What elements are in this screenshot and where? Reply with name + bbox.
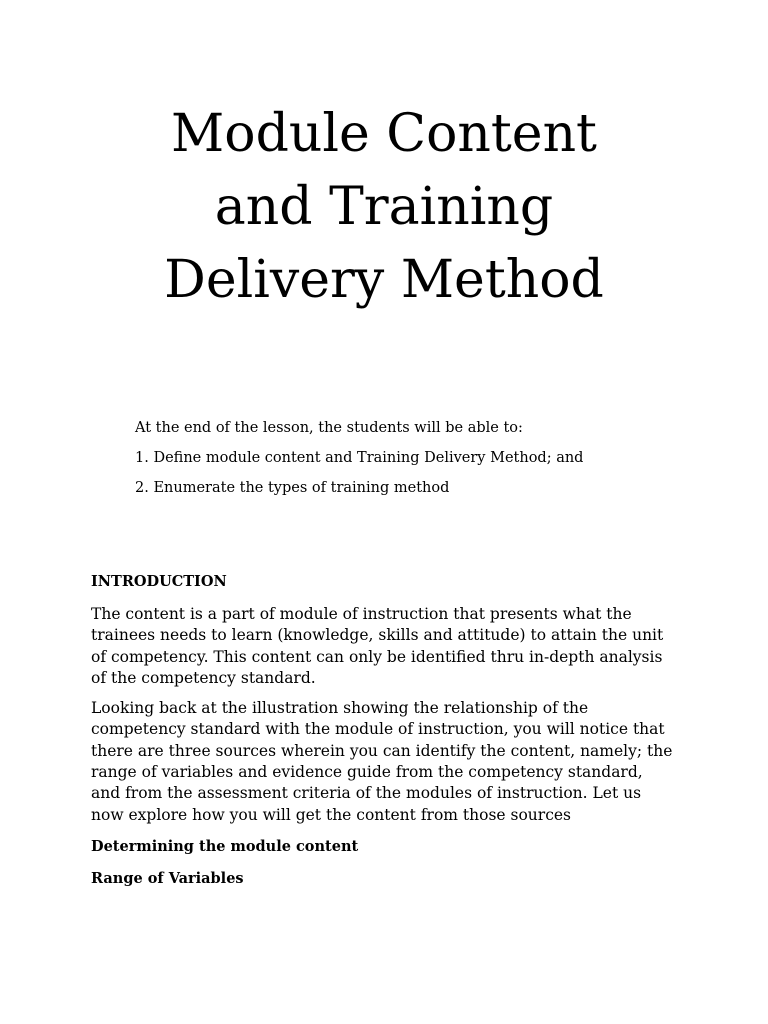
introduction-paragraph-2 bbox=[91, 698, 691, 826]
paragraph-1-line: of competency. This content can only be identified thru in-depth analysis bbox=[91, 647, 663, 666]
paragraph-1-line: The content is a part of module of instruction that presents what the bbox=[91, 605, 632, 623]
learning-objectives bbox=[135, 419, 735, 509]
paragraph-2-line: Looking back at the illustration showing the relationship of the bbox=[91, 699, 589, 718]
paragraph-2-line: there are three sources wherein you can identify the content, namely; the bbox=[91, 741, 673, 760]
title-line-3: Delivery Method bbox=[164, 250, 604, 310]
paragraph-1-line: trainees needs to learn (knowledge, skills and attitude) to attain the unit bbox=[91, 626, 664, 645]
introduction-heading: INTRODUCTION bbox=[91, 573, 227, 590]
range-of-variables-heading: Range of Variables bbox=[91, 869, 244, 887]
paragraph-1-line: of the competency standard. bbox=[91, 668, 316, 687]
determining-content-heading: Determining the module content bbox=[91, 837, 359, 855]
objective-item-2: 2. Enumerate the types of training method bbox=[135, 480, 450, 496]
introduction-paragraph-1 bbox=[91, 604, 691, 689]
paragraph-2-line: now explore how you will get the content from those sources bbox=[91, 805, 572, 824]
paragraph-2-line: range of variables and evidence guide from the competency standard, bbox=[91, 763, 643, 782]
title-line-1: Module Content bbox=[171, 104, 597, 164]
introduction-section bbox=[91, 572, 691, 889]
paragraph-2-line: and from the assessment criteria of the modules of instruction. Let us bbox=[91, 784, 642, 803]
title-line-2: and Training bbox=[214, 177, 554, 237]
page-title bbox=[0, 98, 768, 317]
objectives-intro: At the end of the lesson, the students will be able to: bbox=[135, 420, 523, 436]
objective-item-1: 1. Define module content and Training Delivery Method; and bbox=[135, 450, 584, 466]
paragraph-2-line: competency standard with the module of instruction, you will notice that bbox=[91, 720, 665, 739]
